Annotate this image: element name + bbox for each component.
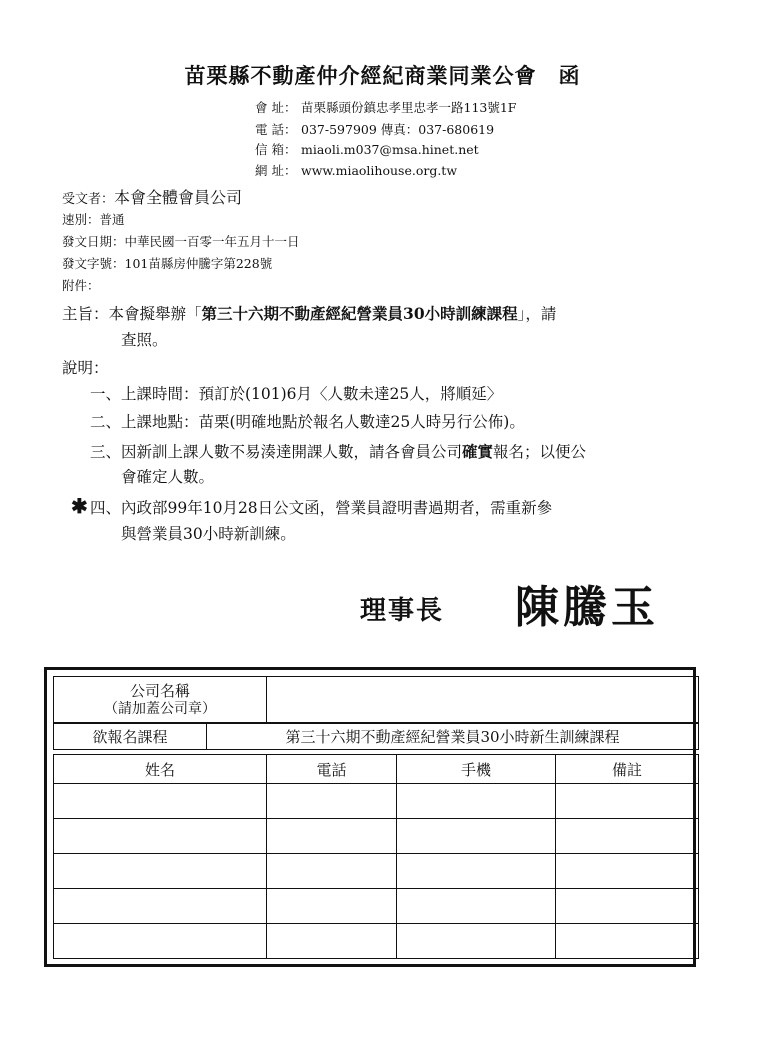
company-name-cell <box>54 677 267 723</box>
letterhead-title <box>0 60 765 90</box>
course-table <box>53 723 699 750</box>
mobile-cell[interactable] <box>397 819 556 854</box>
subject-course: 第三十六期不動產經紀營業員30小時訓練課程 <box>201 304 518 323</box>
item-3-emphasis: 確實 <box>462 442 494 461</box>
explain-label: 說明： <box>62 359 109 377</box>
note-cell[interactable] <box>556 784 699 819</box>
info-website <box>255 161 457 179</box>
recipient-line <box>62 185 242 208</box>
subject-line <box>62 302 556 324</box>
asterisk-icon: ✱ <box>71 494 88 518</box>
col-header-phone: 電話 <box>267 755 397 784</box>
info-value: www.miaolihouse.org.tw <box>301 163 458 178</box>
explain-item-3 <box>90 440 586 462</box>
info-value: miaoli.m037@msa.hinet.net <box>301 142 479 157</box>
attachment-line: 附件： <box>62 278 100 293</box>
mobile-cell[interactable] <box>397 889 556 924</box>
phone-cell[interactable] <box>267 819 397 854</box>
table-row <box>54 854 699 889</box>
explain-item-4-line-2: 與營業員30小時新訓練。 <box>121 525 296 543</box>
item-3-pre: 三、因新訓上課人數不易湊達開課人數，請各會員公司 <box>90 443 463 461</box>
number-line: 發文字號：101苗縣房仲騰字第228號 <box>62 256 273 271</box>
company-stamp-note: （請加蓋公司章） <box>104 700 216 717</box>
subject-label: 主旨： <box>62 305 109 323</box>
name-cell[interactable] <box>54 784 267 819</box>
info-label: 電 話： <box>255 122 297 137</box>
info-email <box>255 140 479 158</box>
name-cell[interactable] <box>54 819 267 854</box>
table-row <box>54 819 699 854</box>
company-name-label: 公司名稱 <box>129 681 190 700</box>
info-value: 037-597909 傳真：037-680619 <box>301 122 495 137</box>
explain-item-2: 二、上課地點：苗栗(明確地點於報名人數達25人時另行公佈)。 <box>90 413 525 431</box>
mobile-cell[interactable] <box>397 924 556 959</box>
attendee-table <box>53 754 699 959</box>
recipient-label: 受文者： <box>62 192 115 207</box>
phone-cell[interactable] <box>267 889 397 924</box>
mobile-cell[interactable] <box>397 784 556 819</box>
phone-cell[interactable] <box>267 784 397 819</box>
name-cell[interactable] <box>54 854 267 889</box>
note-cell[interactable] <box>556 854 699 889</box>
company-name-input[interactable] <box>267 677 699 723</box>
table-row <box>54 924 699 959</box>
note-cell[interactable] <box>556 924 699 959</box>
note-cell[interactable] <box>556 819 699 854</box>
name-cell[interactable] <box>54 924 267 959</box>
name-cell[interactable] <box>54 889 267 924</box>
col-header-mobile: 手機 <box>397 755 556 784</box>
speed-line: 速別：普通 <box>62 212 125 227</box>
info-label: 網 址： <box>255 163 297 178</box>
org-name: 苗栗縣不動產仲介經紀商業同業公會 <box>184 63 537 88</box>
phone-cell[interactable] <box>267 854 397 889</box>
table-row <box>54 784 699 819</box>
explain-item-1: 一、上課時間：預訂於(101)6月〈人數未達25人，將順延〉 <box>90 385 503 403</box>
info-label: 會 址： <box>255 100 297 115</box>
doc-type: 函 <box>558 63 581 88</box>
info-label: 信 箱： <box>255 142 297 157</box>
subject-pre: 本會擬舉辦「 <box>108 305 202 323</box>
info-phone <box>255 120 494 138</box>
recipient-value: 本會全體會員公司 <box>114 188 243 207</box>
phone-cell[interactable] <box>267 924 397 959</box>
signature-title: 理事長 <box>360 596 445 626</box>
info-address <box>255 98 517 116</box>
info-value: 苗栗縣頭份鎮忠孝里忠孝一路113號1F <box>301 100 517 115</box>
course-value: 第三十六期不動產經紀營業員30小時新生訓練課程 <box>207 724 699 750</box>
explain-item-3-line-2: 會確定人數。 <box>121 468 215 486</box>
explain-item-4: 四、內政部99年10月28日公文函，營業員證明書過期者，需重新參 <box>90 499 553 517</box>
signature-name: 陳騰玉 <box>515 582 659 633</box>
item-3-post: 報名；以便公 <box>493 443 587 461</box>
registration-form <box>44 667 696 967</box>
course-label: 欲報名課程 <box>54 724 207 750</box>
mobile-cell[interactable] <box>397 854 556 889</box>
table-row <box>54 889 699 924</box>
col-header-note: 備註 <box>556 755 699 784</box>
subject-line-2: 查照。 <box>121 331 168 349</box>
date-line: 發文日期：中華民國一百零一年五月十一日 <box>62 234 300 249</box>
subject-post: 」，請 <box>517 305 557 323</box>
col-header-name: 姓名 <box>54 755 267 784</box>
form-header-table <box>53 676 699 723</box>
note-cell[interactable] <box>556 889 699 924</box>
